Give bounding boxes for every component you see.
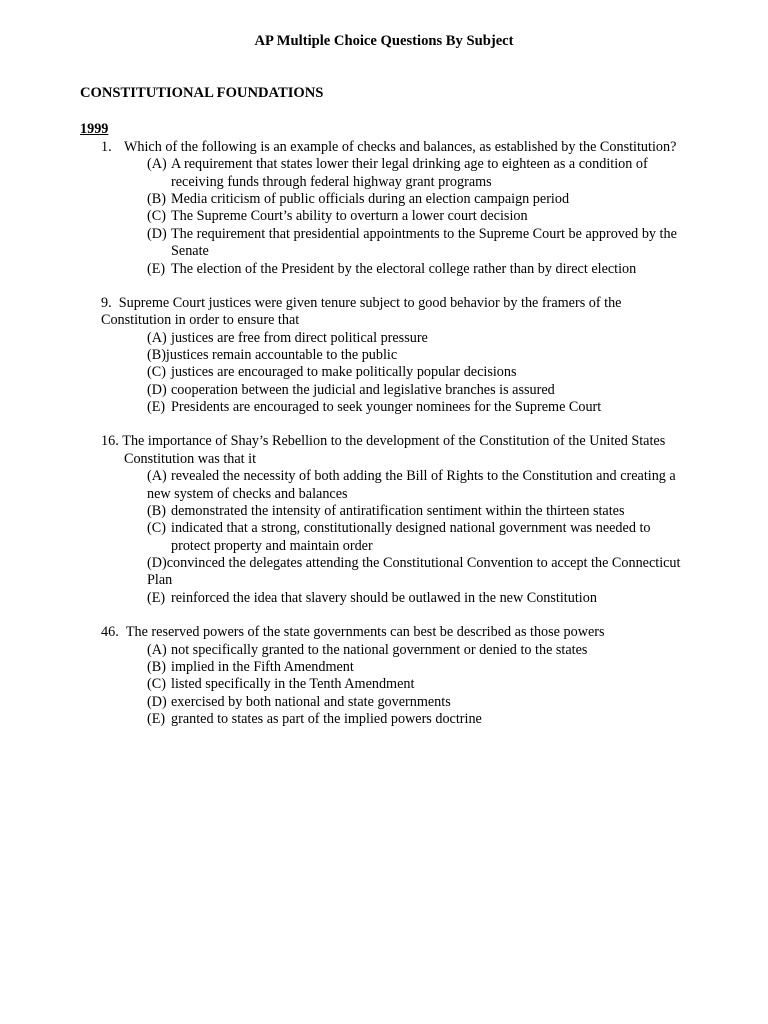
year-label: 1999 (80, 121, 109, 137)
option-b (147, 191, 569, 208)
option-c-continuation: protect property and maintain order (171, 538, 373, 554)
option-text: convinced the delegates attending the Constitutional Convention to accept the Connecticut (166, 555, 681, 571)
option-letter: (B) (147, 503, 166, 519)
option-text: justices are free from direct political pressure (171, 330, 428, 346)
option-letter: (D) (147, 555, 167, 571)
option-letter: (A) (147, 642, 167, 658)
question-text: Supreme Court justices were given tenure subject to good behavior by the framers of the (118, 295, 622, 311)
option-text: granted to states as part of the implied powers doctrine (171, 711, 482, 727)
option-text: justices remain accountable to the public (165, 347, 398, 363)
option-letter: (D) (147, 694, 167, 710)
option-e (147, 711, 482, 728)
option-text: Media criticism of public officials during an election campaign period (171, 191, 570, 207)
option-letter: (C) (147, 676, 166, 692)
option-letter: (B) (147, 659, 166, 675)
option-letter: (A) (147, 156, 167, 172)
option-letter: (E) (147, 261, 166, 277)
option-text: reinforced the idea that slavery should be outlawed in the new Constitution (171, 590, 597, 606)
option-text: demonstrated the intensity of antiratification sentiment within the thirteen states (171, 503, 625, 519)
option-text: justices are encouraged to make politically popular decisions (171, 364, 517, 380)
page-title: AP Multiple Choice Questions By Subject (254, 33, 514, 49)
section-heading: CONSTITUTIONAL FOUNDATIONS (80, 85, 324, 101)
question-stem (101, 624, 605, 641)
option-text: exercised by both national and state governments (171, 694, 451, 710)
option-text: The election of the President by the electoral college rather than by direct election (171, 261, 637, 277)
option-letter: (A) (147, 330, 167, 346)
question-stem (101, 433, 665, 450)
option-a-continuation: receiving funds through federal highway grant programs (171, 174, 492, 190)
option-letter: (C) (147, 208, 166, 224)
question-number: 16. (101, 433, 119, 449)
option-b (147, 347, 397, 364)
option-text: indicated that a strong, constitutionally designed national government was needed to (171, 520, 651, 536)
question-text: The importance of Shay’s Rebellion to the development of the Constitution of the United States (122, 433, 666, 449)
option-a-continuation: new system of checks and balances (147, 486, 348, 502)
option-text: not specifically granted to the national government or denied to the states (171, 642, 588, 658)
option-d-continuation: Senate (171, 243, 209, 259)
question-stem (101, 295, 621, 312)
option-d (147, 382, 555, 399)
question-stem-continuation: Constitution was that it (124, 451, 257, 467)
option-c (147, 520, 651, 537)
option-letter: (C) (147, 520, 166, 536)
option-letter: (B) (147, 347, 166, 363)
option-a (147, 468, 676, 485)
option-letter: (B) (147, 191, 166, 207)
option-a (147, 156, 648, 173)
question-number: 1. (101, 139, 112, 155)
option-text: The requirement that presidential appointments to the Supreme Court be approved by the (171, 226, 677, 242)
question-stem (101, 139, 676, 156)
option-a (147, 642, 587, 659)
option-d-continuation: Plan (147, 572, 173, 588)
option-letter: (E) (147, 711, 166, 727)
option-d (147, 226, 677, 243)
option-e (147, 261, 636, 278)
option-letter: (A) (147, 468, 167, 484)
option-text: implied in the Fifth Amendment (171, 659, 354, 675)
option-c (147, 676, 414, 693)
option-e (147, 399, 601, 416)
option-text: The Supreme Court’s ability to overturn a lower court decision (171, 208, 528, 224)
question-number: 9. (101, 295, 112, 311)
question-stem-continuation: Constitution in order to ensure that (101, 312, 300, 328)
option-letter: (C) (147, 364, 166, 380)
option-text: cooperation between the judicial and legislative branches is assured (171, 382, 555, 398)
option-text: revealed the necessity of both adding the Bill of Rights to the Constitution and creating a (171, 468, 676, 484)
option-text: listed specifically in the Tenth Amendment (171, 676, 415, 692)
question-number: 46. (101, 624, 119, 640)
option-d (147, 555, 680, 572)
option-letter: (E) (147, 590, 166, 606)
option-letter: (D) (147, 226, 167, 242)
option-a (147, 330, 428, 347)
option-e (147, 590, 597, 607)
option-text: A requirement that states lower their legal drinking age to eighteen as a condition of (171, 156, 648, 172)
option-b (147, 659, 354, 676)
option-d (147, 694, 451, 711)
option-text: Presidents are encouraged to seek younger nominees for the Supreme Court (171, 399, 602, 415)
question-text: Which of the following is an example of checks and balances, as established by the Constitution? (124, 139, 677, 155)
option-b (147, 503, 625, 520)
option-letter: (E) (147, 399, 166, 415)
question-text: The reserved powers of the state governments can best be described as those powers (125, 624, 605, 640)
option-c (147, 364, 517, 381)
option-letter: (D) (147, 382, 167, 398)
option-c (147, 208, 528, 225)
